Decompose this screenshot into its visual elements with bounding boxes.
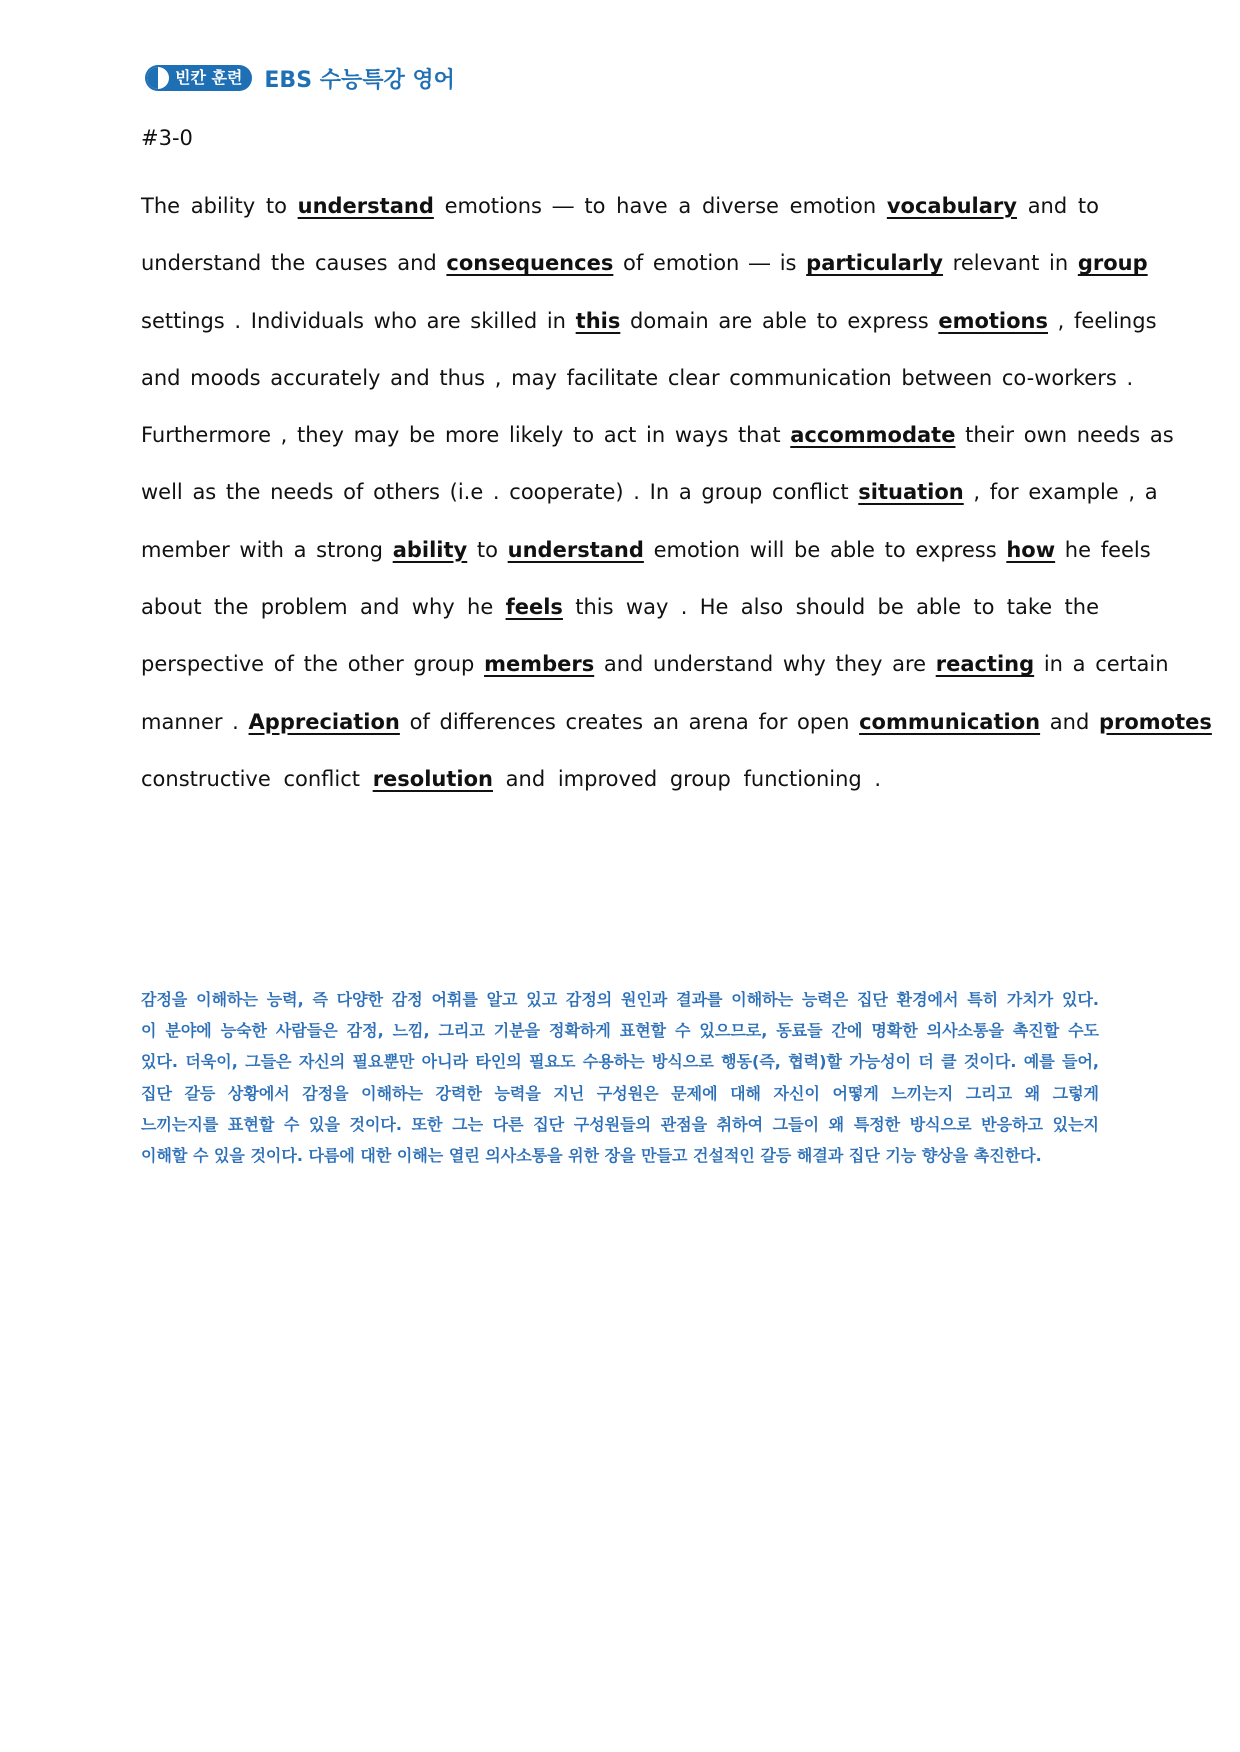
korean-translation bbox=[141, 984, 1099, 1171]
passage-text: their own needs as bbox=[955, 423, 1174, 448]
blank-word: members bbox=[484, 652, 595, 677]
blank-word: consequences bbox=[446, 251, 614, 276]
passage-text: domain are able to express bbox=[620, 308, 939, 333]
passage-text: and improved group functioning . bbox=[492, 766, 882, 791]
passage-text: well as the needs of others (i.e . cooperate) . In a group conflict bbox=[141, 480, 859, 505]
blank-word: particularly bbox=[806, 251, 943, 276]
passage-text: , for example , a bbox=[963, 480, 1158, 505]
blank-word: communication bbox=[859, 709, 1041, 734]
passage-text: manner . bbox=[141, 709, 249, 734]
passage-line bbox=[141, 522, 1151, 579]
passage-line bbox=[141, 178, 1099, 235]
passage-text: and understand why they are bbox=[594, 652, 936, 677]
translation-line: 이 분야에 능숙한 사람들은 감정, 느낌, 그리고 기분을 정확하게 표현할 수 있으므로, 동료들 간에 명확한 의사소통을 촉진할 수도 bbox=[141, 1021, 1099, 1041]
passage-text: relevant in bbox=[942, 251, 1078, 276]
blank-word: resolution bbox=[372, 766, 493, 791]
question-number: #3-0 bbox=[141, 126, 193, 150]
blank-training-badge bbox=[145, 65, 252, 91]
passage-text: of differences creates an arena for open bbox=[399, 709, 860, 734]
passage-text: and to bbox=[1016, 194, 1099, 218]
passage-text: and moods accurately and thus , may facilitate clear communication between co-workers . bbox=[141, 365, 1134, 390]
passage-text: understand the causes and bbox=[141, 251, 447, 276]
passage-line bbox=[141, 579, 1099, 636]
passage-text: to bbox=[467, 537, 508, 562]
passage-text: Furthermore , they may be more likely to act in ways that bbox=[141, 423, 791, 448]
translation-line: 이해할 수 있을 것이다. 다름에 대한 이해는 열린 의사소통을 위한 장을 만들고 건설적인 갈등 해결과 집단 기능 향상을 촉진한다. bbox=[141, 1146, 1042, 1166]
passage-text: and bbox=[1040, 709, 1099, 734]
passage-text: settings . Individuals who are skilled in bbox=[141, 308, 576, 333]
blank-word: group bbox=[1077, 251, 1148, 276]
passage-line bbox=[141, 636, 1169, 693]
passage-line bbox=[141, 464, 1158, 521]
half-circle-icon bbox=[147, 67, 169, 89]
blank-word: reacting bbox=[935, 652, 1035, 677]
passage-text: The ability to bbox=[141, 194, 298, 218]
passage-text: in a certain bbox=[1034, 652, 1169, 677]
blank-word: understand bbox=[297, 194, 434, 218]
passage-text: he feels bbox=[1055, 537, 1151, 562]
translation-line: 집단 갈등 상황에서 감정을 이해하는 강력한 능력을 지닌 구성원은 문제에 대해 자신이 어떻게 느끼는지 그리고 왜 그렇게 bbox=[141, 1083, 1099, 1103]
passage-line bbox=[141, 293, 1157, 350]
page-header bbox=[145, 60, 455, 96]
blank-word: ability bbox=[392, 537, 468, 562]
passage-text: emotions ― to have a diverse emotion bbox=[433, 194, 887, 218]
blank-word: this bbox=[575, 308, 621, 333]
blank-word: understand bbox=[507, 537, 644, 562]
blank-word: promotes bbox=[1098, 709, 1212, 734]
blank-word: accommodate bbox=[790, 423, 956, 448]
translation-line: 느끼는지를 표현할 수 있을 것이다. 또한 그는 다른 집단 구성원들의 관점을 취하여 그들이 왜 특정한 방식으로 반응하고 있는지 bbox=[141, 1114, 1099, 1134]
header-title: EBS 수능특강 영어 bbox=[264, 67, 455, 93]
translation-line: 있다. 더욱이, 그들은 자신의 필요뿐만 아니라 타인의 필요도 수용하는 방식으로 행동(즉, 협력)할 가능성이 더 클 것이다. 예를 들어, bbox=[141, 1052, 1099, 1072]
blank-word: feels bbox=[505, 595, 563, 620]
passage-text: constructive conflict bbox=[141, 766, 373, 791]
passage-line bbox=[141, 235, 1148, 292]
passage-text: of emotion ― is bbox=[613, 251, 807, 276]
blank-word: emotions bbox=[938, 308, 1048, 333]
passage-line bbox=[141, 407, 1174, 464]
blank-word: Appreciation bbox=[248, 709, 400, 734]
blank-word: how bbox=[1006, 537, 1056, 562]
translation-line: 감정을 이해하는 능력, 즉 다양한 감정 어휘를 알고 있고 감정의 원인과 결과를 이해하는 능력은 집단 환경에서 특히 가치가 있다. bbox=[141, 990, 1099, 1009]
passage-text: emotion will be able to express bbox=[643, 537, 1007, 562]
passage-text: member with a strong bbox=[141, 537, 393, 562]
passage-line bbox=[141, 751, 1099, 808]
blank-word: situation bbox=[858, 480, 964, 505]
english-passage bbox=[141, 178, 1212, 808]
passage-text: this way . He also should be able to take the bbox=[562, 595, 1099, 620]
passage-text: perspective of the other group bbox=[141, 652, 485, 677]
passage-text: about the problem and why he bbox=[141, 595, 506, 620]
blank-word: vocabulary bbox=[886, 194, 1017, 218]
passage-text: , feelings bbox=[1048, 308, 1157, 333]
passage-line bbox=[141, 694, 1212, 751]
badge-label: 빈칸 훈련 bbox=[175, 68, 243, 87]
passage-line bbox=[141, 350, 1134, 407]
